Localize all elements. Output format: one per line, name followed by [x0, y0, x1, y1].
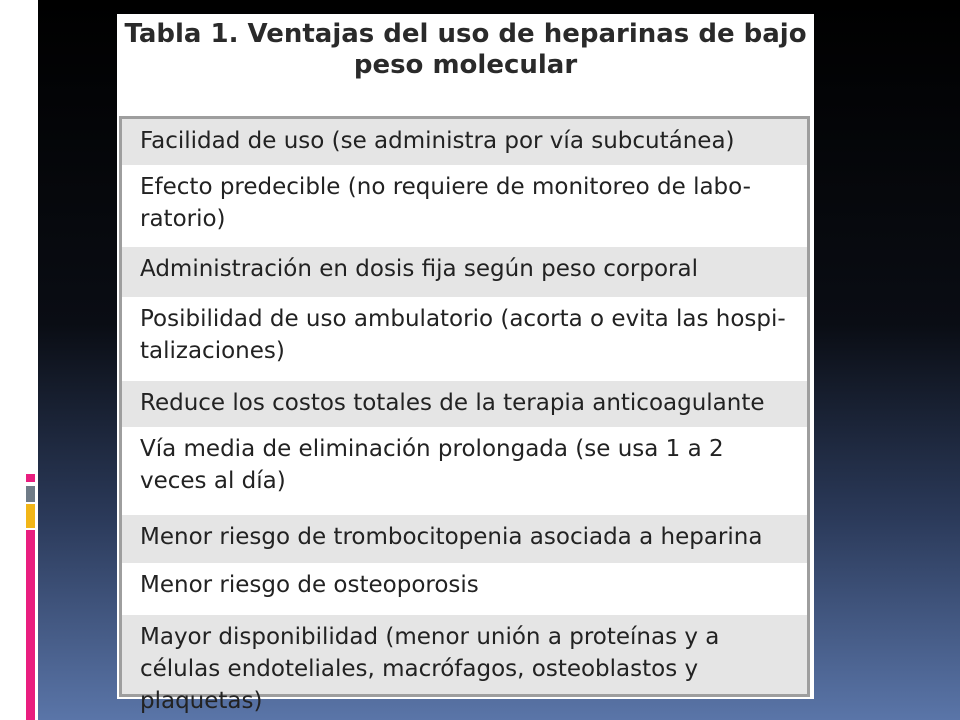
- table-image: [117, 14, 814, 714]
- table-row: Reduce los costos totales de la terapia anticoagulante: [122, 381, 807, 427]
- table-title: [117, 14, 814, 112]
- table-title-line-1: Tabla 1. Ventajas del uso de heparinas de bajo: [124, 19, 807, 49]
- table-row: Menor riesgo de trombocitopenia asociada a heparina: [122, 515, 807, 563]
- table-row: Mayor disponibilidad (menor unión a proteínas y a células endoteliales, macrófagos, osteoblastos y plaquetas): [122, 615, 807, 694]
- table-row: Posibilidad de uso ambulatorio (acorta o evita las hospi-talizaciones): [140, 306, 786, 364]
- table-row: Facilidad de uso (se administra por vía subcutánea): [122, 119, 807, 165]
- table-row: Administración en dosis fija según peso corporal: [122, 247, 807, 297]
- table-row: Menor riesgo de osteoporosis: [140, 572, 479, 598]
- table-row: Efecto predecible (no requiere de monitoreo de labo-ratorio): [140, 174, 751, 232]
- table-title-line-2: peso molecular: [353, 50, 578, 80]
- table-row: Vía media de eliminación prolongada (se usa 1 a 2 veces al día): [140, 436, 724, 494]
- advantages-table: [119, 116, 810, 714]
